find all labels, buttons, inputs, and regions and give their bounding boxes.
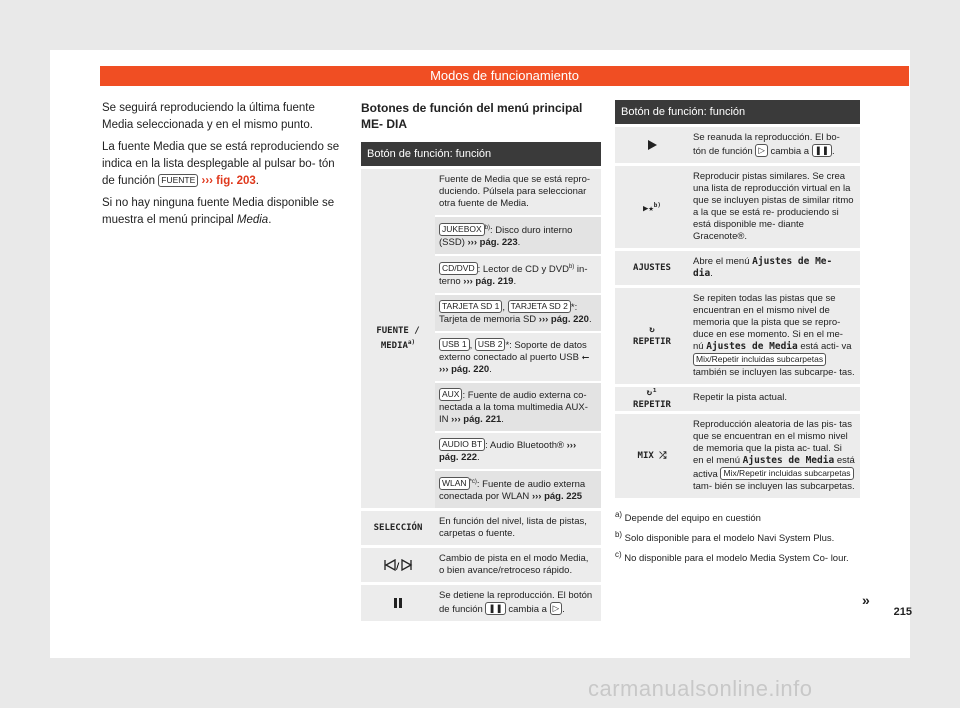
middle-column <box>361 100 601 624</box>
page-ref[interactable]: ››› pág. 219 <box>463 276 514 288</box>
fuente-jukebox: JUKEBOX $^{b)}$: Disco duro interno (SSD) ››› pág. 223. <box>435 217 601 254</box>
left-column <box>102 100 348 234</box>
play-key-icon: ▷ <box>550 602 563 615</box>
pause-key-icon: ❚❚ <box>485 602 505 615</box>
repeat-one-row: ↻¹ REPETIR Repetir la pista actual. <box>615 387 860 411</box>
prev-next-row: / Cambio de pista en el modo Media, o bien avance/retroceso rápido. <box>361 548 601 582</box>
seleccion-row: SELECCIÓN En función del nivel, lista de pistas, carpetas o fuente. <box>361 511 601 545</box>
fuente-desc: Fuente de Media que se está repro- duciendo. Púlsela para seleccionar otra fuente de Media. <box>435 169 601 215</box>
svg-text:/: / <box>396 562 400 572</box>
page-ref[interactable]: ››› pág. 225 <box>531 491 583 503</box>
paragraph-2: La fuente Media que se está reproduciendo se indica en la lista desplegable al pulsar bo- tón de función FUENTE ››› fig. 203. <box>102 141 340 187</box>
pause-icon <box>361 585 435 621</box>
table-header: Botón de función: función <box>615 100 860 124</box>
footnote: $^{b)}$ Solo disponible para el modelo Navi System Plus. <box>615 530 835 545</box>
media-buttons-title: Botones de función del menú principal ME- DIA <box>361 101 583 131</box>
paragraph-1: Se seguirá reproduciendo la última fuente Media seleccionada y en el mismo punto. <box>102 102 315 131</box>
seleccion-key: SELECCIÓN <box>373 523 423 534</box>
ajustes-row: AJUSTES Abre el menú Ajustes de Me- dia. <box>615 251 860 285</box>
pause-key-icon: ❚❚ <box>812 144 832 157</box>
fuente-aux: AUX : Fuente de audio externa co- nectada a la toma multimedia AUX- IN ››› pág. 221. <box>435 383 601 431</box>
watermark: carmanualsonline.info <box>588 676 813 701</box>
paragraph-3: Si no hay ninguna fuente Media disponible se muestra el menú principal Media. <box>102 197 335 226</box>
page-ref[interactable]: ››› pág. 220 <box>538 314 589 326</box>
continue-mark: » <box>862 592 870 608</box>
mix-key: MIX <box>637 451 654 461</box>
sd2-key: TARJETA SD 2 <box>508 300 571 313</box>
page-ref[interactable]: ››› pág. 220 <box>439 364 490 376</box>
aux-key: AUX <box>439 388 462 401</box>
jukebox-key: JUKEBOX <box>439 223 485 236</box>
sd1-key: TARJETA SD 1 <box>439 300 502 313</box>
play-row: Se reanuda la reproducción. El bo- tón de función ▷ cambia a ❚❚ . <box>615 127 860 163</box>
fuente-usb: USB 1 , USB 2 *: Soporte de datos externo conectado al puerto USB ⭠ ››› pág. 220. <box>435 333 601 381</box>
page-number: 215 <box>893 606 912 618</box>
page-ref[interactable]: ››› pág. 222 <box>439 440 577 464</box>
fuente-media-key: FUENTE / MEDIA$^{a)}$ <box>361 169 435 508</box>
prev-next-icon <box>361 548 435 582</box>
repeat-icon: ↻ <box>649 325 655 335</box>
mix-row: MIX ⤮ Reproducción aleatoria de las pis- tas que se encuentran en el mismo nivel de memoria que la pista ac- tual. Si en el menú Ajustes de Media está activa Mix/Repetir incluidas subcarpetas tam- bién se incluyen las subcarpetas. <box>615 414 860 498</box>
table-header: Botón de función: función <box>361 142 601 166</box>
similar-tracks-row: ▶★$^{b)}$ Reproducir pistas similares. Se crea una lista de reproducción virtual en la que se incluyen pistas de similar ritmo a la que se está re- produciendo si está disponible me- diante Gracenote®. <box>615 166 860 248</box>
fuente-key: FUENTE <box>158 174 198 187</box>
fuente-audio-bt: AUDIO BT : Audio Bluetooth® ››› pág. 222. <box>435 433 601 469</box>
audio-bt-key: AUDIO BT <box>439 438 485 451</box>
repetir-key: REPETIR <box>633 337 671 347</box>
fig-reference[interactable]: ››› fig. 203 <box>201 175 256 187</box>
fuente-sd: TARJETA SD 1 , TARJETA SD 2 *: Tarjeta de memoria SD ››› pág. 220. <box>435 295 601 331</box>
usb2-key: USB 2 <box>475 338 506 351</box>
page-ref[interactable]: ››› pág. 221 <box>451 414 502 426</box>
section-header: Modos de funcionamiento <box>100 66 909 86</box>
right-column <box>615 100 860 568</box>
ajustes-key: AJUSTES <box>633 263 671 273</box>
fuente-cd-dvd: CD/DVD : Lector de CD y DVD$^{b)}$ in- terno ››› pág. 219. <box>435 256 601 293</box>
repeat-one-icon: ↻¹ <box>646 388 658 398</box>
page-ref[interactable]: ››› pág. 223 <box>467 237 518 249</box>
cd-dvd-key: CD/DVD <box>439 262 478 275</box>
fuente-row-group <box>361 169 601 508</box>
repeat-all-row: ↻ REPETIR Se repiten todas las pistas que se encuentran en el mismo nivel de memoria que la pista que se repro- duce en ese momento. Si en el me- nú Ajustes de Media está acti- va Mix/Repetir incluidas subcarpetas también se incluyen las subcarpe- tas. <box>615 288 860 384</box>
shuffle-icon: ⤮ <box>653 451 667 461</box>
footnotes <box>615 508 860 565</box>
mix-repeat-subfolders-key: Mix/Repetir incluidas subcarpetas <box>693 353 826 366</box>
fuente-wlan: WLAN $^{*c)}$: Fuente de audio externa conectada por WLAN ››› pág. 225 <box>435 471 601 508</box>
footnote: $^{a)}$ Depende del equipo en cuestión <box>615 510 761 525</box>
media-function-table <box>361 142 601 621</box>
usb1-key: USB 1 <box>439 338 470 351</box>
play-key-icon: ▷ <box>755 144 768 157</box>
play-icon <box>615 127 689 163</box>
repetir-key: REPETIR <box>633 400 671 410</box>
pause-row: Se detiene la reproducción. El botón de función ❚❚ cambia a ▷ . <box>361 585 601 621</box>
mix-repeat-subfolders-key: Mix/Repetir incluidas subcarpetas <box>720 467 853 480</box>
play-star-icon: ▶★$^{b)}$ <box>642 201 662 214</box>
player-function-table <box>615 100 860 498</box>
usb-icon: ⭠ <box>581 352 590 364</box>
wlan-key: WLAN <box>439 477 470 490</box>
footnote: $^{c)}$ No disponible para el modelo Media System Co- lour. <box>615 550 849 565</box>
